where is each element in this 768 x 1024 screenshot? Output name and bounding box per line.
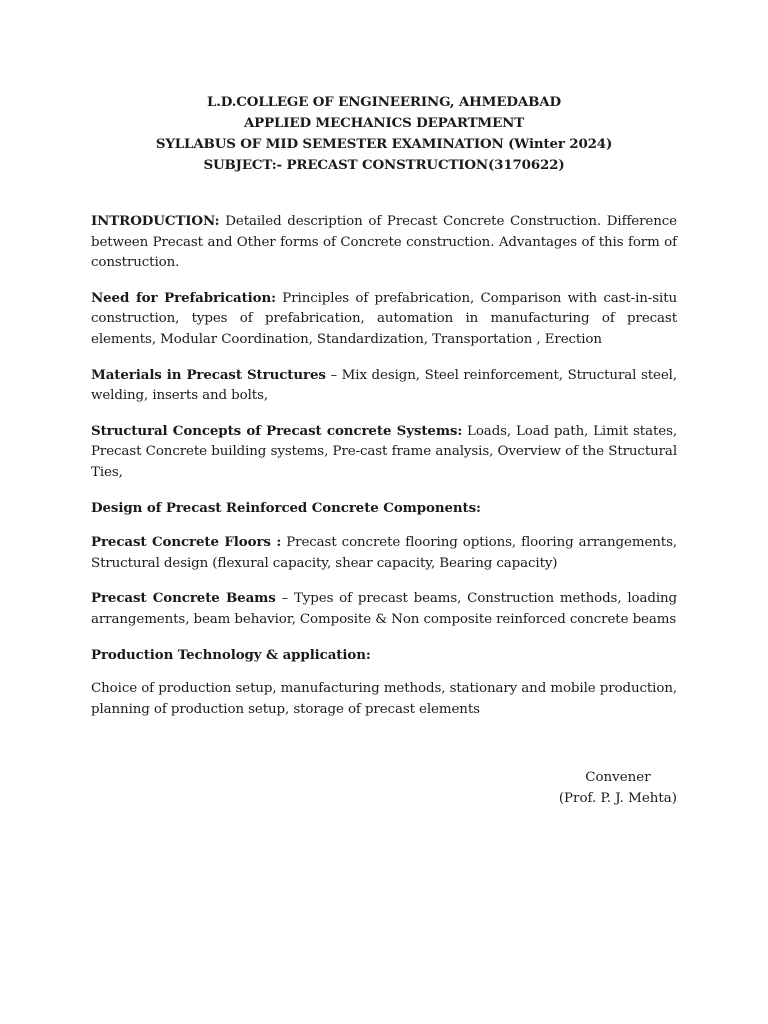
materials-paragraph (91, 365, 677, 407)
need-paragraph (91, 288, 677, 351)
production-paragraph: Choice of production setup, manufacturing methods, stationary and mobile production, planning of production setup, storage of precast elements (91, 681, 677, 717)
beams-text: – Types of precast beams, Construction methods, loading arrangements, beam behavior, Composite & Non composite reinforced concrete beams (91, 591, 677, 627)
materials-heading: Materials in Precast Structures (91, 366, 326, 383)
signature-role: Convener (585, 770, 651, 785)
structural-heading: Structural Concepts of Precast concrete Systems: (91, 422, 463, 439)
floors-heading: Precast Concrete Floors : (91, 534, 282, 551)
department-name: APPLIED MECHANICS DEPARTMENT (243, 115, 525, 131)
signature-block (559, 767, 677, 809)
structural-text: Loads, Load path, Limit states, Precast Concrete building systems, Pre-cast frame analysis, Overview of the Structural Ties, (91, 423, 677, 480)
need-text: Principles of prefabrication, Comparison with cast-in-situ construction, types of prefabrication, automation in manufacturing of precast elements, Modular Coordination, Standardization, Transportation , Erection (91, 290, 677, 347)
exam-title: SYLLABUS OF MID SEMESTER EXAMINATION (Winter 2024) (155, 136, 613, 152)
document-header (91, 92, 677, 176)
production-heading: Production Technology & application: (91, 646, 371, 663)
beams-heading: Precast Concrete Beams (91, 590, 276, 607)
beams-paragraph (91, 588, 677, 630)
signature-name: (Prof. P. J. Mehta) (558, 791, 677, 806)
floors-text: Precast concrete flooring options, flooring arrangements, Structural design (flexural capacity, shear capacity, Bearing capacity) (91, 535, 677, 571)
need-heading: Need for Prefabrication: (91, 289, 276, 306)
subject-title: SUBJECT:- PRECAST CONSTRUCTION(3170622) (203, 157, 565, 173)
introduction-paragraph (91, 211, 677, 274)
college-name: L.D.COLLEGE OF ENGINEERING, AHMEDABAD (207, 94, 561, 110)
introduction-heading: INTRODUCTION: (91, 213, 220, 229)
syllabus-content (91, 211, 677, 720)
structural-paragraph (91, 421, 677, 484)
introduction-text: Detailed description of Precast Concrete Construction. Difference between Precast and Other forms of Concrete construction. Advantages of this form of construction. (91, 214, 677, 271)
design-heading: Design of Precast Reinforced Concrete Components: (91, 499, 481, 516)
floors-paragraph (91, 532, 677, 574)
materials-text: – Mix design, Steel reinforcement, Structural steel, welding, inserts and bolts, (91, 367, 677, 404)
